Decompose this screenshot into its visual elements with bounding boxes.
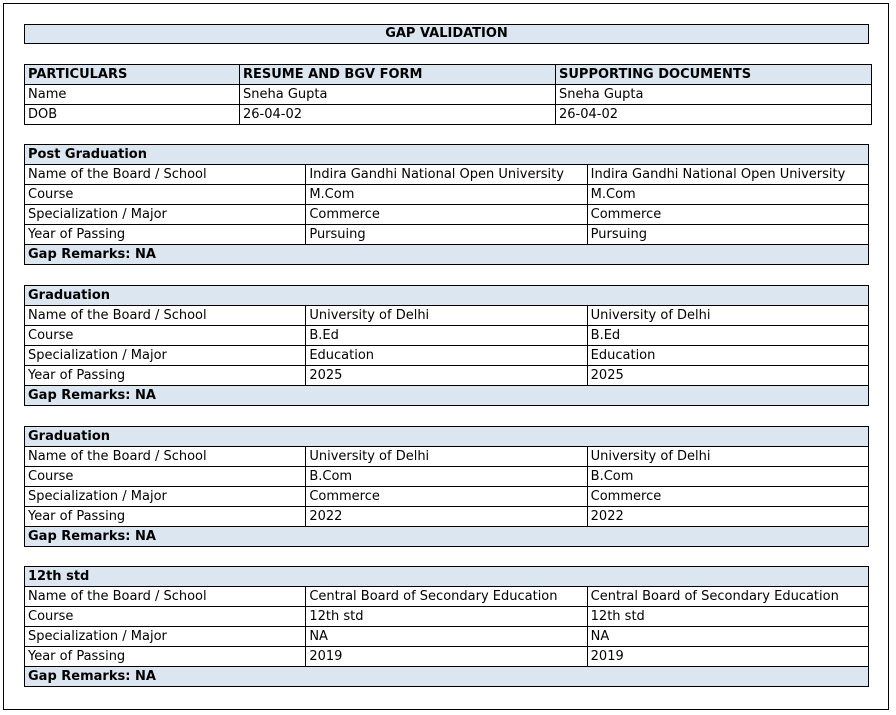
docs-value: B.Ed — [587, 326, 868, 346]
row-label: Specialization / Major — [25, 205, 306, 225]
docs-value: B.Com — [587, 467, 868, 487]
docs-value: 12th std — [587, 607, 868, 627]
resume-value: B.Com — [306, 467, 587, 487]
table-row — [25, 185, 869, 205]
gap-remarks: Gap Remarks: NA — [25, 386, 869, 406]
table-header-row — [25, 65, 872, 85]
resume-value: 2025 — [306, 366, 587, 386]
gap-remarks: Gap Remarks: NA — [25, 667, 869, 687]
table-row — [25, 205, 869, 225]
section-title: 12th std — [25, 567, 869, 587]
resume-value: 26-04-02 — [240, 105, 556, 125]
resume-value: Education — [306, 346, 587, 366]
resume-value: Central Board of Secondary Education — [306, 587, 587, 607]
resume-value: Pursuing — [306, 225, 587, 245]
row-label: Year of Passing — [25, 225, 306, 245]
table-row — [25, 105, 872, 125]
table-row — [25, 85, 872, 105]
row-label: Name of the Board / School — [25, 306, 306, 326]
table-row — [25, 467, 869, 487]
section-graduation-bed — [24, 285, 869, 406]
docs-value: University of Delhi — [587, 306, 868, 326]
table-row — [25, 306, 869, 326]
row-label: Name — [25, 85, 240, 105]
page-title: GAP VALIDATION — [24, 24, 869, 44]
row-label: DOB — [25, 105, 240, 125]
header-particulars: PARTICULARS — [25, 65, 240, 85]
row-label: Course — [25, 607, 306, 627]
table-row — [25, 587, 869, 607]
resume-value: Indira Gandhi National Open University — [306, 165, 587, 185]
row-label: Name of the Board / School — [25, 447, 306, 467]
table-row — [25, 507, 869, 527]
resume-value: 12th std — [306, 607, 587, 627]
resume-value: 2022 — [306, 507, 587, 527]
row-label: Course — [25, 326, 306, 346]
resume-value: B.Ed — [306, 326, 587, 346]
section-title: Graduation — [25, 427, 869, 447]
resume-value: Sneha Gupta — [240, 85, 556, 105]
docs-value: Indira Gandhi National Open University — [587, 165, 868, 185]
row-label: Name of the Board / School — [25, 165, 306, 185]
row-label: Year of Passing — [25, 507, 306, 527]
docs-value: Education — [587, 346, 868, 366]
row-label: Name of the Board / School — [25, 587, 306, 607]
row-label: Year of Passing — [25, 647, 306, 667]
header-supporting-docs: SUPPORTING DOCUMENTS — [556, 65, 872, 85]
row-label: Course — [25, 467, 306, 487]
particulars-table — [24, 64, 872, 125]
row-label: Specialization / Major — [25, 487, 306, 507]
table-row — [25, 627, 869, 647]
docs-value: Central Board of Secondary Education — [587, 587, 868, 607]
table-row — [25, 326, 869, 346]
resume-value: University of Delhi — [306, 306, 587, 326]
gap-remarks: Gap Remarks: NA — [25, 245, 869, 265]
row-label: Year of Passing — [25, 366, 306, 386]
row-label: Specialization / Major — [25, 346, 306, 366]
table-row — [25, 447, 869, 467]
docs-value: M.Com — [587, 185, 868, 205]
resume-value: Commerce — [306, 205, 587, 225]
resume-value: M.Com — [306, 185, 587, 205]
section-12th-std — [24, 566, 869, 687]
section-post-graduation — [24, 144, 869, 265]
table-row — [25, 346, 869, 366]
table-row — [25, 647, 869, 667]
header-resume-bgv: RESUME AND BGV FORM — [240, 65, 556, 85]
docs-value: Pursuing — [587, 225, 868, 245]
docs-value: 26-04-02 — [556, 105, 872, 125]
docs-value: University of Delhi — [587, 447, 868, 467]
resume-value: 2019 — [306, 647, 587, 667]
table-row — [25, 487, 869, 507]
table-row — [25, 225, 869, 245]
docs-value: 2019 — [587, 647, 868, 667]
docs-value: Sneha Gupta — [556, 85, 872, 105]
docs-value: 2025 — [587, 366, 868, 386]
gap-remarks: Gap Remarks: NA — [25, 527, 869, 547]
section-title: Post Graduation — [25, 145, 869, 165]
docs-value: Commerce — [587, 205, 868, 225]
table-row — [25, 366, 869, 386]
table-row — [25, 607, 869, 627]
section-graduation-bcom — [24, 426, 869, 547]
table-row — [25, 165, 869, 185]
resume-value: NA — [306, 627, 587, 647]
row-label: Specialization / Major — [25, 627, 306, 647]
resume-value: University of Delhi — [306, 447, 587, 467]
section-title: Graduation — [25, 286, 869, 306]
resume-value: Commerce — [306, 487, 587, 507]
row-label: Course — [25, 185, 306, 205]
docs-value: 2022 — [587, 507, 868, 527]
docs-value: NA — [587, 627, 868, 647]
docs-value: Commerce — [587, 487, 868, 507]
